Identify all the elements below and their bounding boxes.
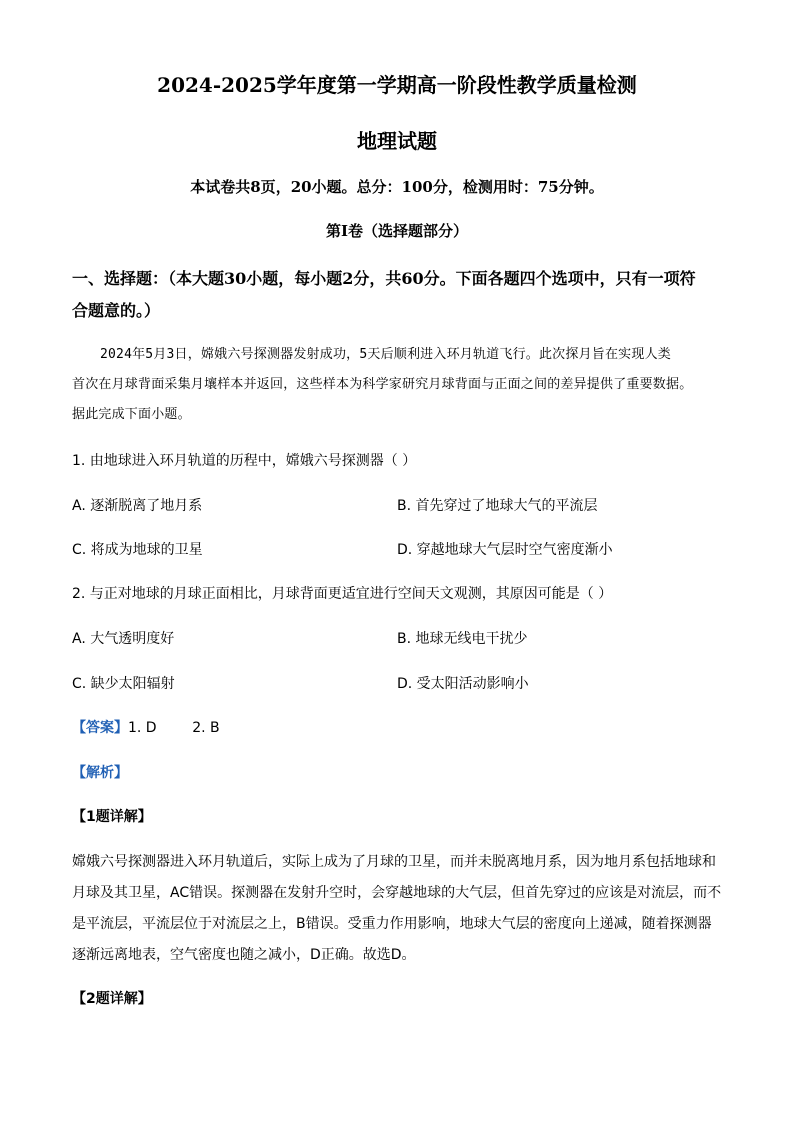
question-2-stem: 2. 与正对地球的月球正面相比，月球背面更适宜进行空间天文观测，其原因可能是（ ） bbox=[72, 586, 613, 602]
explanation-line-2: 月球及其卫星，AC错误。探测器在发射升空时，会穿越地球的大气层，但首先穿过的应该是对流层，而不 bbox=[72, 885, 722, 901]
passage-line-1: 2024年5月3日，嫦娥六号探测器发射成功，5天后顺利进入环月轨道飞行。此次探月旨在实现人类 bbox=[100, 347, 671, 362]
answer-label: 【答案】 bbox=[72, 720, 128, 736]
question-1-option-c: C. 将成为地球的卫星 bbox=[72, 542, 203, 558]
question-1-option-b: B. 首先穿过了地球大气的平流层 bbox=[397, 498, 598, 514]
exam-note: 本试卷共8页，20小题。总分：100分，检测用时：75分钟。 bbox=[190, 178, 604, 196]
question-2-option-c: C. 缺少太阳辐射 bbox=[72, 676, 175, 692]
section-heading bbox=[72, 263, 732, 327]
question-2-option-d: D. 受太阳活动影响小 bbox=[397, 676, 529, 692]
passage-line-3: 据此完成下面小题。 bbox=[72, 407, 191, 422]
explanation-line-3: 是平流层，平流层位于对流层之上，B错误。受重力作用影响，地球大气层的密度向上递减，随着探测器 bbox=[72, 916, 712, 932]
q1-explanation bbox=[72, 847, 732, 971]
exam-title: 2024-2025学年度第一学期高一阶段性教学质量检测 bbox=[157, 73, 637, 97]
section-heading-line-2: 合题意的。） bbox=[72, 301, 161, 320]
explanation-line-1: 嫦娥六号探测器进入环月轨道后，实际上成为了月球的卫星，而并未脱离地月系，因为地月系包括地球和 bbox=[72, 854, 716, 870]
section-heading-line-1: 一、选择题：（本大题30小题，每小题2分，共60分。下面各题四个选项中，只有一项符 bbox=[72, 269, 696, 288]
question-2-option-b: B. 地球无线电干扰少 bbox=[397, 631, 528, 647]
analysis-label: 【解析】 bbox=[72, 765, 128, 781]
passage-line-2: 首次在月球背面采集月壤样本并返回，这些样本为科学家研究月球背面与正面之间的差异提供了重要数据。 bbox=[72, 377, 693, 392]
reading-passage bbox=[72, 340, 762, 430]
q2-detail-heading: 【2题详解】 bbox=[72, 991, 152, 1007]
q1-detail-heading: 【1题详解】 bbox=[72, 809, 152, 825]
question-2-option-a: A. 大气透明度好 bbox=[72, 631, 175, 647]
answer-value: 1. D 2. B bbox=[128, 720, 220, 736]
subject-title: 地理试题 bbox=[357, 129, 437, 153]
question-1-option-a: A. 逐渐脱离了地月系 bbox=[72, 498, 203, 514]
volume-heading: 第I卷（选择题部分） bbox=[325, 222, 469, 240]
question-1-stem: 1. 由地球进入环月轨道的历程中，嫦娥六号探测器（ ） bbox=[72, 453, 417, 469]
explanation-line-4: 逐渐远离地表，空气密度也随之减小，D正确。故选D。 bbox=[72, 947, 416, 963]
answer-line bbox=[72, 717, 220, 737]
question-1-option-d: D. 穿越地球大气层时空气密度渐小 bbox=[397, 542, 613, 558]
